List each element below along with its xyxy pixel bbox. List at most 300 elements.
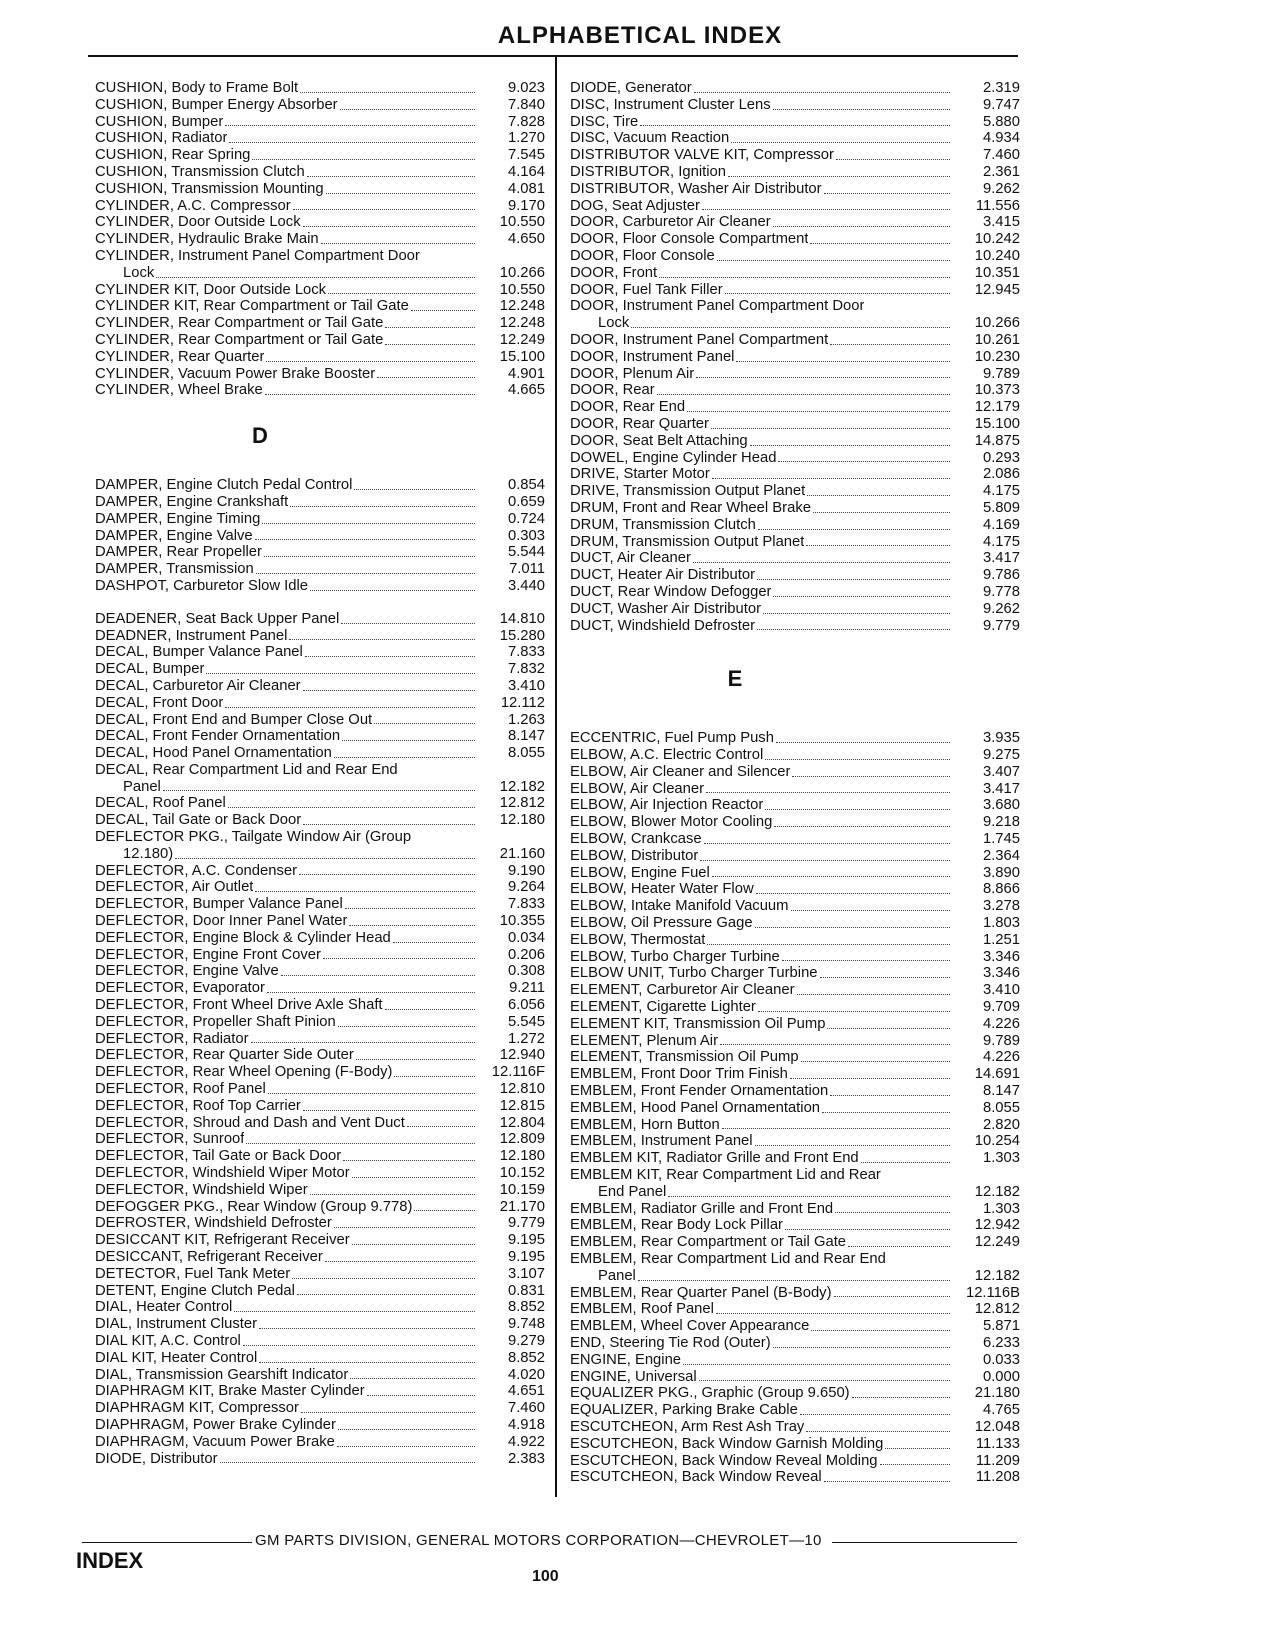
leader-dots <box>268 1093 475 1094</box>
index-entry <box>570 1033 1020 1050</box>
leader-dots <box>259 1362 475 1363</box>
index-entry <box>570 1167 1020 1184</box>
index-entry <box>570 550 1020 567</box>
leader-dots <box>694 92 950 93</box>
entry-name: DRUM, Front and Rear Wheel Brake <box>570 499 811 516</box>
entry-name: CYLINDER, Rear Quarter <box>95 348 265 365</box>
index-entry <box>570 332 1020 349</box>
index-entry <box>95 661 545 678</box>
index-entry <box>570 164 1020 181</box>
entry-ref: 2.086 <box>982 466 1020 483</box>
entry-name: DEFLECTOR, Tail Gate or Back Door <box>95 1148 342 1165</box>
leader-dots <box>806 1431 950 1432</box>
leader-dots <box>243 1345 475 1346</box>
leader-dots <box>303 226 475 227</box>
entry-ref: 0.000 <box>982 1368 1020 1385</box>
leader-dots <box>699 1380 950 1381</box>
leader-dots <box>800 1414 950 1415</box>
index-entry <box>95 1031 545 1048</box>
leader-dots <box>830 344 950 345</box>
entry-ref: 2.319 <box>982 80 1020 96</box>
entry-name: CUSHION, Bumper <box>95 113 224 130</box>
index-entry <box>570 781 1020 798</box>
index-entry <box>95 1400 545 1417</box>
entry-ref: 12.815 <box>499 1097 545 1114</box>
index-entry <box>95 628 545 645</box>
leader-dots <box>394 1076 475 1077</box>
entry-name: DRIVE, Transmission Output Planet <box>570 483 806 500</box>
index-entry <box>570 466 1020 483</box>
leader-dots <box>175 858 475 859</box>
index-entry <box>570 298 1020 315</box>
entry-name: EMBLEM, Rear Compartment Lid and Rear End <box>570 1251 886 1267</box>
entry-ref: 12.182 <box>974 1183 1020 1200</box>
entry-name: DEFLECTOR, Propeller Shaft Pinion <box>95 1013 336 1030</box>
entry-ref: 4.934 <box>982 130 1020 147</box>
index-entry <box>570 248 1020 265</box>
index-entry <box>95 745 545 762</box>
index-entry <box>95 1367 545 1384</box>
entry-name: ENGINE, Universal <box>570 1368 697 1385</box>
entry-ref: 5.544 <box>507 544 545 561</box>
entry-ref: 1.303 <box>982 1200 1020 1217</box>
entry-ref: 3.890 <box>982 864 1020 881</box>
entry-name: DEFLECTOR, Rear Quarter Side Outer <box>95 1047 354 1064</box>
index-entry <box>95 511 545 528</box>
entry-name: DECAL, Front Door <box>95 694 224 711</box>
entry-name: ELBOW, Heater Water Flow <box>570 881 754 898</box>
leader-dots <box>251 1042 476 1043</box>
index-entry <box>95 315 545 332</box>
entry-list <box>95 611 545 1468</box>
leader-dots <box>728 176 950 177</box>
entry-name: CUSHION, Radiator <box>95 130 228 147</box>
index-entry <box>570 450 1020 467</box>
index-entry <box>570 198 1020 215</box>
entry-ref: 10.240 <box>974 247 1020 264</box>
entry-ref: 15.100 <box>499 348 545 365</box>
index-entry <box>570 567 1020 584</box>
entry-name: CYLINDER, Wheel Brake <box>95 382 263 399</box>
index-entry <box>570 1234 1020 1251</box>
index-entry <box>570 1251 1020 1268</box>
entry-ref: 9.789 <box>982 365 1020 382</box>
entry-name: DEFLECTOR, A.C. Condenser <box>95 862 298 879</box>
entry-name: DOOR, Rear Quarter <box>570 415 709 432</box>
entry-ref: 12.942 <box>974 1217 1020 1234</box>
entry-name: DECAL, Roof Panel <box>95 795 226 812</box>
leader-dots <box>299 874 475 875</box>
index-entry <box>570 349 1020 366</box>
entry-ref: 1.303 <box>982 1150 1020 1167</box>
index-entry <box>95 1098 545 1115</box>
leader-dots <box>321 243 475 244</box>
entry-ref: 12.112 <box>500 694 545 711</box>
entry-ref: 15.100 <box>974 415 1020 432</box>
entry-ref: 0.034 <box>507 929 545 946</box>
footer-text: GM PARTS DIVISION, GENERAL MOTORS CORPORATION—CHEVROLET—10 <box>255 1532 822 1549</box>
entry-name: ELEMENT, Transmission Oil Pump <box>570 1049 799 1066</box>
leader-dots <box>290 506 475 507</box>
index-entry <box>570 1117 1020 1134</box>
leader-dots <box>836 159 950 160</box>
leader-dots <box>756 893 950 894</box>
entry-name: DUCT, Windshield Defroster <box>570 617 756 634</box>
entry-name: ELBOW, Turbo Charger Turbine <box>570 948 780 965</box>
index-entry <box>570 1369 1020 1386</box>
leader-dots <box>411 310 475 311</box>
leader-dots <box>289 639 475 640</box>
section-heading-d: D <box>252 423 268 449</box>
entry-name: CYLINDER, Instrument Panel Compartment Door <box>95 247 420 264</box>
entry-ref: 10.266 <box>974 315 1020 332</box>
leader-dots <box>225 707 475 708</box>
entry-ref: 12.116B <box>965 1284 1020 1301</box>
index-entry <box>570 433 1020 450</box>
leader-dots <box>255 539 475 540</box>
entry-name: Lock <box>598 315 630 332</box>
entry-ref: 12.945 <box>974 281 1020 298</box>
leader-dots <box>350 1378 475 1379</box>
leader-dots <box>657 394 950 395</box>
leader-dots <box>776 742 950 743</box>
entry-name: DAMPER, Engine Valve <box>95 527 253 544</box>
leader-dots <box>852 1397 950 1398</box>
entry-name: Lock <box>123 264 155 281</box>
entry-ref: 9.170 <box>507 197 545 214</box>
entry-name: ELEMENT, Cigarette Lighter <box>570 999 756 1016</box>
leader-dots <box>156 277 475 278</box>
entry-ref: 10.152 <box>499 1165 545 1182</box>
leader-dots <box>305 656 475 657</box>
entry-name: DEFLECTOR, Windshield Wiper <box>95 1181 308 1198</box>
leader-dots <box>755 1145 950 1146</box>
index-entry <box>570 999 1020 1016</box>
entry-ref: 1.251 <box>982 931 1020 948</box>
entry-ref: 6.056 <box>507 997 545 1014</box>
index-entry <box>570 915 1020 932</box>
entry-ref: 7.011 <box>509 561 545 578</box>
index-entry <box>570 500 1020 517</box>
entry-ref: 14.691 <box>974 1066 1020 1083</box>
leader-dots <box>256 573 475 574</box>
index-entry <box>95 282 545 299</box>
entry-name: CUSHION, Body to Frame Bolt <box>95 80 299 96</box>
leader-dots <box>806 545 950 546</box>
entry-name: CUSHION, Transmission Mounting <box>95 180 324 197</box>
index-entry <box>570 965 1020 982</box>
entry-ref: 4.922 <box>507 1433 545 1450</box>
index-entry <box>570 982 1020 999</box>
entry-ref: 9.747 <box>982 96 1020 113</box>
entry-name: ELEMENT, Carburetor Air Cleaner <box>570 982 795 999</box>
leader-dots <box>343 1160 475 1161</box>
entry-ref: 7.545 <box>507 147 545 164</box>
entry-ref: 9.218 <box>982 814 1020 831</box>
entry-name: DISTRIBUTOR VALVE KIT, Compressor <box>570 147 834 164</box>
index-entry <box>95 382 545 399</box>
entry-ref: 9.262 <box>982 180 1020 197</box>
entry-name: DIAPHRAGM KIT, Compressor <box>95 1400 299 1417</box>
entry-ref: 14.810 <box>499 610 545 627</box>
entry-name: DOOR, Instrument Panel Compartment <box>570 331 829 348</box>
index-entry <box>95 1350 545 1367</box>
entry-ref: 12.182 <box>499 778 545 795</box>
index-entry <box>570 282 1020 299</box>
entry-name: DIAL, Heater Control <box>95 1299 233 1316</box>
index-entry <box>95 1333 545 1350</box>
index-entry <box>95 578 545 595</box>
leader-dots <box>797 994 950 995</box>
leader-dots <box>807 495 950 496</box>
entry-name: DEFLECTOR, Radiator <box>95 1030 249 1047</box>
leader-dots <box>758 529 950 530</box>
leader-dots <box>385 344 475 345</box>
entry-name: DEFLECTOR, Windshield Wiper Motor <box>95 1165 350 1182</box>
entry-name: DOOR, Front <box>570 264 658 281</box>
entry-ref: 3.410 <box>507 677 545 694</box>
index-entry <box>570 1402 1020 1419</box>
entry-name: CUSHION, Bumper Energy Absorber <box>95 96 338 113</box>
index-entry <box>570 231 1020 248</box>
index-entry <box>95 930 545 947</box>
index-entry <box>570 1318 1020 1335</box>
leader-dots <box>325 1261 475 1262</box>
leader-dots <box>824 193 950 194</box>
entry-ref: 11.133 <box>975 1435 1020 1452</box>
leader-dots <box>334 1227 475 1228</box>
entry-ref: 12.116F <box>491 1064 545 1081</box>
leader-dots <box>301 1412 475 1413</box>
index-entry <box>570 584 1020 601</box>
entry-ref: 2.364 <box>982 847 1020 864</box>
leader-dots <box>220 1462 475 1463</box>
entry-name: DOOR, Seat Belt Attaching <box>570 432 748 449</box>
entry-ref: 6.233 <box>982 1334 1020 1351</box>
entry-name: ELBOW, Air Cleaner <box>570 780 705 797</box>
index-entry <box>95 147 545 164</box>
entry-name: ELBOW, Distributor <box>570 847 699 864</box>
leader-dots <box>337 1446 475 1447</box>
index-label: INDEX <box>76 1548 144 1573</box>
entry-ref: 21.180 <box>974 1385 1020 1402</box>
leader-dots <box>704 843 950 844</box>
entry-ref: 1.263 <box>507 711 545 728</box>
index-entry <box>95 997 545 1014</box>
entry-ref: 10.373 <box>974 382 1020 399</box>
entry-ref: 21.170 <box>499 1198 545 1215</box>
entry-ref: 8.055 <box>982 1099 1020 1116</box>
leader-dots <box>693 562 950 563</box>
entry-ref: 4.651 <box>507 1383 545 1400</box>
entry-ref: 4.226 <box>982 1049 1020 1066</box>
entry-ref: 9.275 <box>982 747 1020 764</box>
entry-ref: 14.875 <box>974 432 1020 449</box>
entry-ref: 10.550 <box>499 281 545 298</box>
index-entry <box>95 198 545 215</box>
index-entry <box>95 349 545 366</box>
entry-ref: 12.249 <box>499 331 545 348</box>
index-entry <box>570 831 1020 848</box>
entry-ref: 12.048 <box>974 1418 1020 1435</box>
entry-ref: 3.107 <box>507 1265 545 1282</box>
leader-dots <box>773 1347 950 1348</box>
index-entry <box>95 1266 545 1283</box>
entry-name: DECAL, Bumper <box>95 661 205 678</box>
leader-dots <box>377 377 475 378</box>
index-entry <box>570 797 1020 814</box>
index-entry <box>95 544 545 561</box>
entry-name: DIAL KIT, A.C. Control <box>95 1332 241 1349</box>
entry-name: 12.180) <box>123 845 174 862</box>
entry-name: DEFROSTER, Windshield Defroster <box>95 1215 332 1232</box>
index-entry <box>570 1285 1020 1302</box>
entry-name: CYLINDER, A.C. Compressor <box>95 197 291 214</box>
leader-dots <box>259 1328 475 1329</box>
entry-ref: 7.460 <box>507 1400 545 1417</box>
entry-name: DOOR, Plenum Air <box>570 365 695 382</box>
index-entry <box>95 561 545 578</box>
entry-ref: 10.261 <box>974 331 1020 348</box>
index-entry <box>570 214 1020 231</box>
leader-dots <box>631 327 950 328</box>
entry-ref: 9.748 <box>507 1316 545 1333</box>
entry-name: CUSHION, Rear Spring <box>95 147 251 164</box>
entry-ref: 10.230 <box>974 348 1020 365</box>
entry-name: DEFLECTOR, Rear Wheel Opening (F-Body) <box>95 1064 393 1081</box>
entry-ref: 9.709 <box>982 999 1020 1016</box>
leader-dots <box>835 1212 950 1213</box>
leader-dots <box>281 975 475 976</box>
index-entry <box>570 932 1020 949</box>
leader-dots <box>696 377 950 378</box>
index-entry <box>570 80 1020 97</box>
entry-ref: 4.081 <box>507 180 545 197</box>
leader-dots <box>252 159 475 160</box>
entry-name: DECAL, Front End and Bumper Close Out <box>95 711 373 728</box>
entry-ref: 12.180 <box>499 1148 545 1165</box>
index-entry <box>570 881 1020 898</box>
index-entry <box>95 1182 545 1199</box>
entry-ref: 12.812 <box>974 1301 1020 1318</box>
entry-list <box>570 80 1020 634</box>
entry-ref: 12.182 <box>974 1267 1020 1284</box>
entry-name: DEFLECTOR, Engine Front Cover <box>95 946 321 963</box>
entry-name: ELBOW, Thermostat <box>570 931 706 948</box>
leader-dots <box>640 125 950 126</box>
entry-name: ESCUTCHEON, Back Window Garnish Molding <box>570 1435 884 1452</box>
entry-name: DOOR, Floor Console <box>570 247 715 264</box>
entry-name: DEFLECTOR, Engine Block & Cylinder Head <box>95 929 391 946</box>
entry-name: END, Steering Tie Rod (Outer) <box>570 1334 771 1351</box>
entry-name: DIODE, Distributor <box>95 1450 218 1467</box>
entry-ref: 9.789 <box>982 1032 1020 1049</box>
entry-ref: 10.355 <box>499 913 545 930</box>
entry-list <box>95 80 545 399</box>
entry-list <box>95 477 545 595</box>
leader-dots <box>757 579 950 580</box>
index-entry <box>95 1283 545 1300</box>
entry-name: DEFLECTOR, Door Inner Panel Water <box>95 913 348 930</box>
section-heading-e: E <box>727 666 743 692</box>
entry-ref: 4.765 <box>982 1402 1020 1419</box>
leader-dots <box>303 1110 475 1111</box>
entry-name: DEFLECTOR, Bumper Valance Panel <box>95 896 343 913</box>
entry-name: DIAPHRAGM, Power Brake Cylinder <box>95 1416 336 1433</box>
entry-name: DOOR, Rear <box>570 382 655 399</box>
entry-ref: 11.208 <box>975 1469 1020 1486</box>
leader-dots <box>773 226 950 227</box>
leader-dots <box>811 1330 950 1331</box>
leader-dots <box>297 1294 475 1295</box>
entry-name: DAMPER, Engine Clutch Pedal Control <box>95 477 353 494</box>
entry-name: CYLINDER, Rear Compartment or Tail Gate <box>95 315 384 332</box>
entry-name: CUSHION, Transmission Clutch <box>95 163 305 180</box>
entry-name: DOOR, Instrument Panel <box>570 348 735 365</box>
entry-name: DISC, Tire <box>570 113 639 130</box>
index-entry <box>570 1385 1020 1402</box>
entry-name: Panel <box>123 778 161 795</box>
index-entry <box>95 779 545 796</box>
leader-dots <box>848 1246 950 1247</box>
entry-name: DAMPER, Engine Crankshaft <box>95 493 289 510</box>
entry-name: EMBLEM, Rear Body Lock Pillar <box>570 1217 783 1234</box>
index-entry <box>570 898 1020 915</box>
leader-dots <box>755 927 950 928</box>
entry-name: DECAL, Carburetor Air Cleaner <box>95 677 301 694</box>
entry-ref: 21.160 <box>499 845 545 862</box>
leader-dots <box>292 1278 475 1279</box>
leader-dots <box>328 293 475 294</box>
leader-dots <box>822 1112 950 1113</box>
index-entry <box>570 601 1020 618</box>
entry-name: ELBOW, A.C. Electric Control <box>570 747 764 764</box>
index-entry <box>95 130 545 147</box>
entry-name: DEADENER, Seat Back Upper Panel <box>95 610 340 627</box>
top-rule <box>88 55 1018 57</box>
index-entry <box>95 477 545 494</box>
entry-ref: 4.650 <box>507 231 545 248</box>
leader-dots <box>356 1059 475 1060</box>
leader-dots <box>310 1194 475 1195</box>
entry-name: DEFLECTOR PKG., Tailgate Window Air (Group <box>95 829 412 846</box>
entry-ref: 0.293 <box>982 449 1020 466</box>
index-entry <box>95 611 545 628</box>
index-entry <box>95 1064 545 1081</box>
entry-ref: 1.803 <box>982 915 1020 932</box>
entry-ref: 8.852 <box>507 1299 545 1316</box>
leader-dots <box>813 512 950 513</box>
index-entry <box>570 147 1020 164</box>
entry-ref: 4.175 <box>982 483 1020 500</box>
leader-dots <box>773 109 950 110</box>
entry-ref: 5.880 <box>982 113 1020 130</box>
leader-dots <box>307 176 475 177</box>
entry-name: ESCUTCHEON, Back Window Reveal <box>570 1469 822 1486</box>
entry-ref: 0.303 <box>507 527 545 544</box>
leader-dots <box>659 277 950 278</box>
index-entry <box>95 980 545 997</box>
index-entry <box>570 382 1020 399</box>
leader-dots <box>338 1429 475 1430</box>
entry-name: DECAL, Tail Gate or Back Door <box>95 812 302 829</box>
leader-dots <box>374 723 475 724</box>
leader-dots <box>700 860 950 861</box>
index-entry <box>95 1199 545 1216</box>
leader-dots <box>349 925 475 926</box>
entry-name: DEFLECTOR, Roof Panel <box>95 1081 266 1098</box>
entry-ref: 8.866 <box>982 881 1020 898</box>
